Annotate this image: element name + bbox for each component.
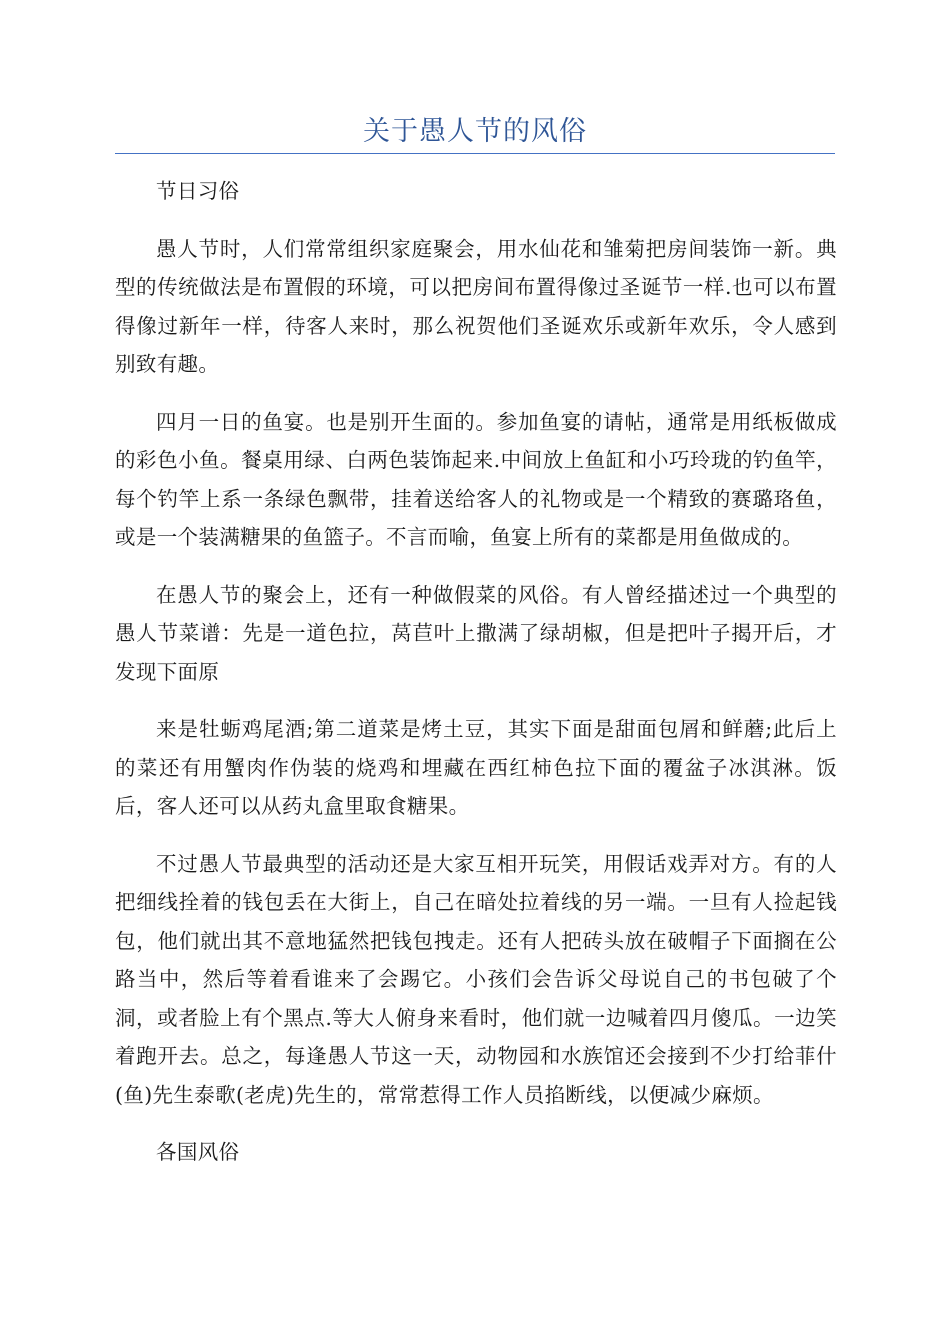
section-heading-countries: 各国风俗 bbox=[156, 1140, 240, 1164]
paragraph-fake-dishes: 在愚人节的聚会上，还有一种做假菜的风俗。有人曾经描述过一个典型的愚人节菜谱：先是一道色拉，莴苣叶上撒满了绿胡椒，但是把叶子揭开后，才发现下面原 bbox=[115, 582, 837, 684]
page-title: 关于愚人节的风俗 bbox=[363, 116, 587, 147]
section-heading-customs: 节日习俗 bbox=[156, 179, 240, 203]
document-body bbox=[115, 172, 837, 1191]
paragraph-fish-banquet: 四月一日的鱼宴。也是别开生面的。参加鱼宴的请帖，通常是用纸板做成的彩色小鱼。餐桌用绿、白两色装饰起来.中间放上鱼缸和小巧玲珑的钓鱼竿，每个钓竿上系一条绿色飘带，挂着送给客人的礼物或是一个精致的赛璐珞鱼，或是一个装满糖果的鱼篮子。不言而喻，鱼宴上所有的菜都是用鱼做成的。 bbox=[115, 409, 837, 549]
paragraph-family-party: 愚人节时，人们常常组织家庭聚会，用水仙花和雏菊把房间装饰一新。典型的传统做法是布置假的环境，可以把房间布置得像过圣诞节一样.也可以布置得像过新年一样，待客人来时，那么祝贺他们圣诞欢乐或新年欢乐，令人感到别致有趣。 bbox=[115, 236, 837, 376]
paragraph-pranks: 不过愚人节最典型的活动还是大家互相开玩笑，用假话戏弄对方。有的人把细线拴着的钱包丢在大街上，自己在暗处拉着线的另一端。一旦有人捡起钱包，他们就出其不意地猛然把钱包拽走。还有人把砖头放在破帽子下面搁在公路当中，然后等着看谁来了会踢它。小孩们会告诉父母说自己的书包破了个洞，或者脸上有个黑点.等大人俯身来看时，他们就一边喊着四月傻瓜。一边笑着跑开去。总之，每逢愚人节这一天，动物园和水族馆还会接到不少打给菲什(鱼)先生泰歌(老虎)先生的，常常惹得工作人员掐断线，以便减少麻烦。 bbox=[115, 851, 837, 1107]
paragraph-fake-dishes-continued: 来是牡蛎鸡尾酒;第二道菜是烤土豆，其实下面是甜面包屑和鲜蘑;此后上的菜还有用蟹肉作伪装的烧鸡和埋藏在西红柿色拉下面的覆盆子冰淇淋。饭后，客人还可以从药丸盒里取食糖果。 bbox=[115, 717, 837, 818]
title-underline bbox=[115, 153, 835, 154]
